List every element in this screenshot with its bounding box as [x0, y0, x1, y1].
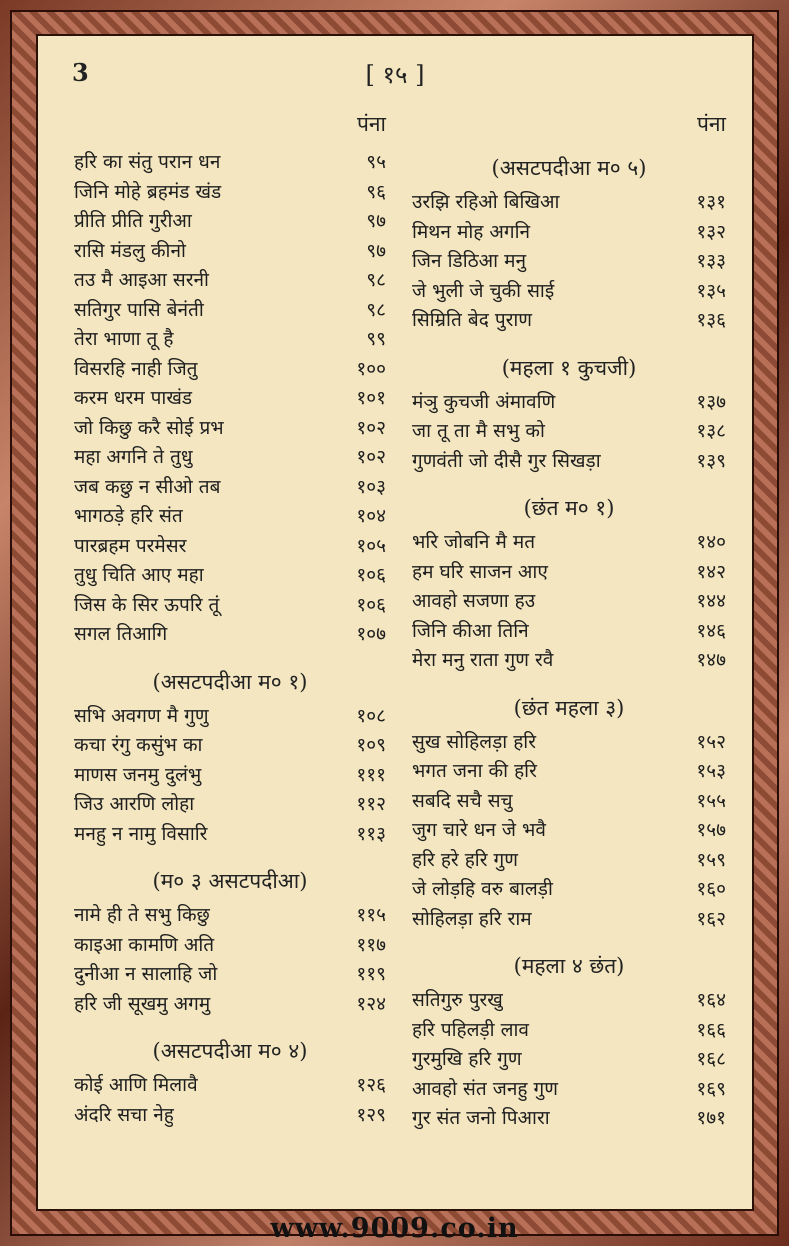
index-entry	[74, 148, 386, 178]
section-heading: (छंत महला ३)	[513, 695, 625, 720]
index-entry	[74, 532, 386, 562]
entry-title: कोई आणि मिलावै	[74, 1074, 198, 1096]
index-entry	[74, 443, 386, 473]
index-entry	[74, 761, 386, 791]
entry-title: नामे ही ते सभु किछु	[74, 904, 210, 926]
entry-page-number: १५७	[696, 819, 726, 841]
entry-title: गुर संत जनो पिआरा	[412, 1107, 550, 1129]
entry-page-number: १३३	[696, 250, 726, 272]
entry-page-number: १७१	[696, 1107, 726, 1129]
entry-page-number: १३८	[696, 420, 726, 442]
entry-title: मेरा मनु राता गुण रवै	[412, 649, 554, 671]
entry-page-number: ९६	[366, 180, 386, 203]
page-number: 3	[72, 58, 89, 87]
entry-page-number: १०२	[356, 416, 386, 439]
entry-title: तेरा भाणा तू है	[74, 328, 174, 350]
entry-page-number: १६९	[696, 1077, 726, 1100]
index-entry	[74, 1101, 386, 1131]
entry-title: गुणवंती जो दीसै गुर सिखड़ा	[412, 449, 601, 472]
index-entry	[412, 875, 726, 905]
index-entry	[412, 728, 726, 758]
entry-page-number: १२६	[356, 1074, 386, 1096]
right-column	[412, 110, 726, 1134]
entry-title: सभि अवगण मै गुणु	[74, 704, 209, 727]
index-entry	[412, 1075, 726, 1105]
index-entry	[74, 591, 386, 621]
spacer	[412, 476, 726, 488]
index-entry	[74, 561, 386, 591]
entry-title: काइआ कामणि अति	[74, 933, 215, 956]
entry-page-number: १६६	[696, 1018, 726, 1041]
index-entry	[412, 277, 726, 307]
entry-title: माणस जनमु दुलंभु	[74, 763, 202, 786]
entry-page-number: १११	[356, 763, 386, 786]
index-entry	[412, 587, 726, 617]
entry-page-number: १४२	[696, 560, 726, 583]
entry-page-number: १०६	[356, 593, 386, 616]
entry-title: जे भुली जे चुकी साई	[412, 279, 555, 302]
index-entry	[412, 986, 726, 1016]
entry-title: जिन डिठिआ मनु	[412, 250, 527, 272]
entry-title: तउ मै आइआ सरनी	[74, 269, 209, 291]
section-heading: (असटपदीआ म० १)	[152, 669, 308, 694]
index-entry	[74, 502, 386, 532]
entry-title: जिउ आरणि लोहा	[74, 793, 195, 815]
entry-title: विसरहि नाही जितु	[74, 357, 198, 380]
section-heading: (छंत म० १)	[523, 496, 615, 520]
index-entry	[74, 384, 386, 414]
entry-page-number: १५३	[696, 760, 726, 782]
index-entry	[412, 846, 726, 876]
entry-page-number: १०१	[356, 387, 386, 409]
entry-page-number: १३६	[696, 309, 726, 331]
entry-page-number: १६०	[696, 878, 726, 900]
entry-page-number: १५९	[696, 848, 726, 871]
column-header: पंना	[356, 112, 386, 136]
entry-title: हरि हरे हरि गुण	[412, 848, 518, 871]
entry-page-number: ११९	[356, 963, 386, 985]
index-entry	[74, 820, 386, 850]
entry-title: भरि जोबनि मै मत	[412, 531, 536, 553]
entry-page-number: ९८	[366, 269, 386, 291]
entry-title: सतिगुर पासि बेनंती	[74, 298, 204, 321]
index-entry	[412, 306, 726, 336]
entry-page-number: १३७	[696, 390, 726, 413]
entry-page-number: १३१	[696, 191, 726, 213]
entry-title: जो किछु करै सोई प्रभ	[74, 416, 224, 439]
index-entry	[74, 266, 386, 296]
entry-title: जा तू ता मै सभु को	[412, 420, 545, 442]
entry-title: मिथन मोह अगनि	[412, 220, 531, 243]
entry-title: तुधु चिति आए महा	[74, 564, 204, 586]
index-entry	[74, 731, 386, 761]
entry-title: जब कछु न सीओ तब	[74, 475, 221, 498]
entry-title: हरि जी सूखमु अगमु	[74, 992, 211, 1015]
index-entry	[74, 296, 386, 326]
spacer	[74, 650, 386, 662]
spacer	[412, 676, 726, 688]
entry-page-number: १०६	[356, 564, 386, 586]
entry-title: जुग चारे धन जे भवै	[412, 819, 546, 841]
index-entry	[412, 388, 726, 418]
index-entry	[412, 1104, 726, 1134]
index-entry	[74, 990, 386, 1020]
spacer	[412, 336, 726, 348]
entry-page-number: १४०	[696, 531, 726, 553]
entry-title: सुख सोहिलड़ा हरि	[412, 730, 536, 753]
entry-page-number: १६२	[696, 907, 726, 930]
entry-title: मंञु कुचजी अंमावणि	[412, 390, 556, 413]
entry-page-number: १३५	[696, 279, 726, 302]
index-entry	[74, 414, 386, 444]
entry-page-number: १२४	[356, 992, 386, 1015]
index-entry	[74, 702, 386, 732]
index-entry	[74, 355, 386, 385]
entry-title: महा अगनि ते तुधु	[74, 446, 193, 468]
entry-title: आवहो संत जनहु गुण	[412, 1077, 558, 1100]
entry-title: गुरमुखि हरि गुण	[412, 1048, 522, 1070]
index-entry	[412, 188, 726, 218]
index-entry	[412, 417, 726, 447]
entry-page-number: १०५	[356, 534, 386, 557]
entry-title: हरि का संतु परान धन	[74, 151, 221, 173]
entry-title: उरझि रहिओ बिखिआ	[412, 191, 560, 213]
index-entry	[74, 1071, 386, 1101]
entry-page-number: १६४	[696, 989, 726, 1011]
index-page	[36, 34, 754, 1211]
index-entry	[412, 617, 726, 647]
left-column	[74, 110, 386, 1130]
entry-title: भागठड़े हरि संत	[74, 505, 183, 527]
entry-title: मनहु न नामु विसारि	[74, 822, 208, 845]
entry-page-number: ११२	[356, 793, 386, 815]
entry-page-number: १२९	[356, 1103, 386, 1126]
entry-title: सतिगुरु पुरखु	[412, 989, 503, 1011]
entry-page-number: १०२	[356, 446, 386, 468]
entry-page-number: १०८	[356, 704, 386, 727]
entry-page-number: ११३	[356, 822, 386, 845]
index-entry	[412, 787, 726, 817]
index-entry	[74, 790, 386, 820]
index-entry	[412, 528, 726, 558]
index-entry	[74, 901, 386, 931]
entry-page-number: १०३	[356, 475, 386, 498]
index-entry	[74, 473, 386, 503]
entry-title: हम घरि साजन आए	[412, 560, 548, 583]
column-header: पंना	[696, 112, 726, 136]
entry-title: अंदरि सचा नेहु	[74, 1103, 174, 1126]
entry-page-number: १०९	[356, 734, 386, 756]
website-url: www.9009.co.in	[270, 1213, 519, 1244]
entry-page-number: १३९	[696, 449, 726, 472]
entry-page-number: ९७	[366, 210, 386, 232]
index-entry	[74, 960, 386, 990]
entry-title: दुनीआ न सालाहि जो	[74, 963, 218, 985]
entry-page-number: १०७	[356, 623, 386, 645]
index-entry	[74, 237, 386, 267]
entry-title: जे लोड़हि वरु बालड़ी	[412, 878, 553, 900]
entry-page-number: १५५	[696, 789, 726, 812]
entry-title: आवहो सजणा हउ	[412, 590, 536, 612]
entry-page-number: १५२	[696, 730, 726, 753]
section-heading: (म० ३ असटपदीआ)	[152, 869, 308, 893]
index-entry	[74, 325, 386, 355]
section-heading: (महला १ कुचजी)	[501, 355, 637, 380]
entry-page-number: ९५	[366, 151, 386, 173]
entry-title: करम धरम पाखंड	[74, 387, 193, 409]
entry-title: प्रीति प्रीति गुरीआ	[74, 210, 192, 232]
entry-page-number: १४७	[696, 649, 726, 671]
entry-title: सगल तिआगि	[74, 623, 168, 645]
index-entry	[412, 757, 726, 787]
index-entry	[412, 905, 726, 935]
entry-page-number: ९९	[366, 328, 386, 350]
entry-title: कचा रंगु कसुंभ का	[74, 734, 203, 756]
spacer	[74, 849, 386, 861]
section-heading: (असटपदीआ म० ४)	[152, 1039, 308, 1063]
entry-page-number: ९७	[366, 239, 386, 262]
index-entry	[412, 646, 726, 676]
section-heading: (महला ४ छंत)	[513, 954, 625, 978]
entry-page-number: १०४	[356, 505, 386, 527]
page-heading: [ १५ ]	[365, 61, 425, 89]
entry-page-number: १००	[356, 357, 386, 380]
index-entry	[412, 1045, 726, 1075]
index-entry	[74, 931, 386, 961]
entry-title: जिनि कीआ तिनि	[412, 619, 529, 642]
spacer	[74, 1019, 386, 1031]
spacer	[412, 934, 726, 946]
entry-title: सिम्रिति बेद पुराण	[412, 309, 533, 331]
entry-title: सोहिलड़ा हरि राम	[412, 907, 532, 930]
index-entry	[412, 816, 726, 846]
entry-title: भगत जना की हरि	[412, 760, 537, 782]
entry-title: रासि मंडलु कीनो	[74, 239, 186, 262]
entry-page-number: ११५	[356, 904, 386, 926]
index-entry	[412, 1016, 726, 1046]
entry-title: पारब्रहम परमेसर	[74, 534, 187, 557]
entry-title: सबदि सचै सचु	[412, 789, 513, 812]
index-entry	[74, 620, 386, 650]
entry-page-number: ११७	[356, 933, 386, 956]
index-entry	[412, 558, 726, 588]
index-entry	[74, 207, 386, 237]
entry-page-number: १६८	[696, 1048, 726, 1070]
entry-page-number: १४६	[696, 619, 726, 642]
entry-title: जिनि मोहे ब्रहमंड खंड	[74, 180, 222, 203]
entry-page-number: १४४	[696, 590, 726, 612]
entry-title: हरि पहिलड़ी लाव	[412, 1018, 529, 1041]
entry-title: जिस के सिर ऊपरि तूं	[74, 593, 220, 616]
entry-page-number: ९८	[366, 298, 386, 321]
index-entry	[412, 218, 726, 248]
index-entry	[74, 178, 386, 208]
index-entry	[412, 247, 726, 277]
entry-page-number: १३२	[696, 220, 726, 243]
section-heading: (असटपदीआ म० ५)	[491, 156, 647, 180]
index-entry	[412, 447, 726, 477]
